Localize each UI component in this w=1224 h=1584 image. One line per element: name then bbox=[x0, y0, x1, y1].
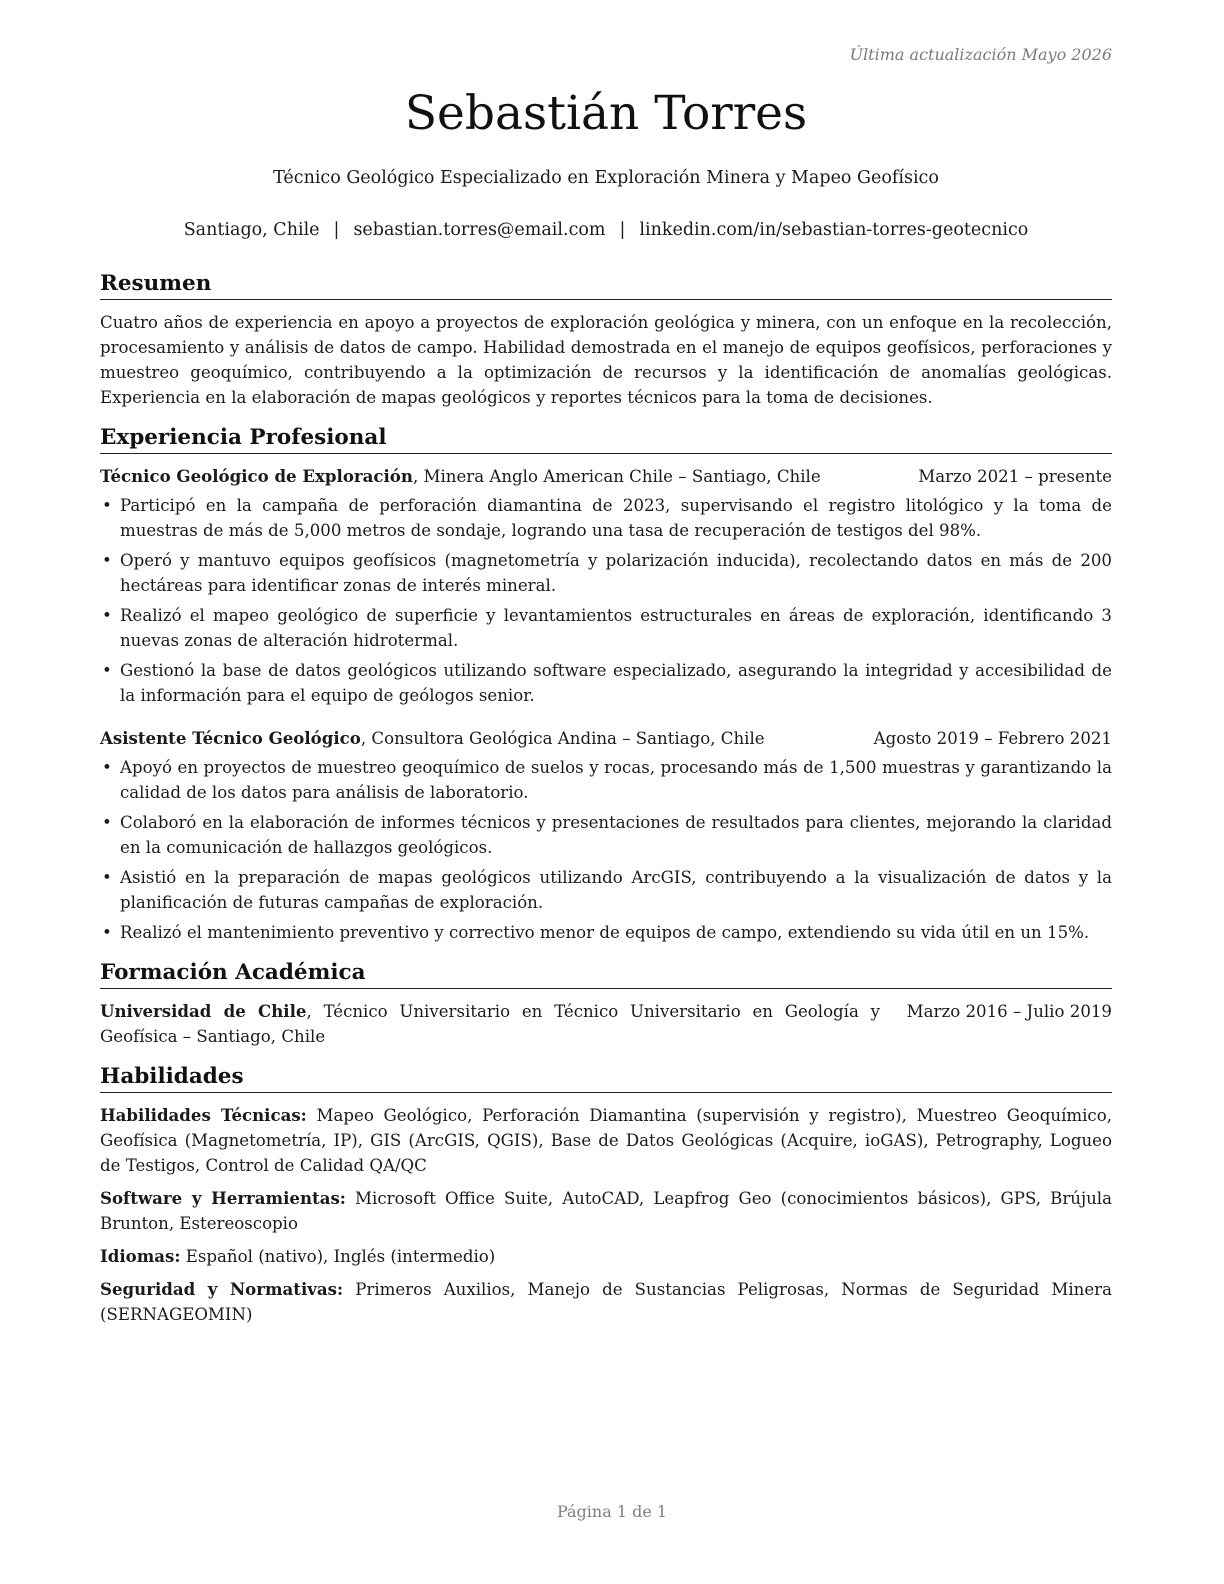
skill-value: Primeros Auxilios, Manejo de Sustancias Peligrosas, Normas de Seguridad Minera (SERNAGEOMIN) bbox=[100, 1279, 1112, 1324]
job-bullets bbox=[100, 493, 1112, 708]
page-number: Página 1 de 1 bbox=[556, 1502, 668, 1521]
skill-value: Español (nativo), Inglés (intermedio) bbox=[180, 1246, 496, 1266]
education-program: , Técnico Universitario en Técnico Universitario en Geología y Geofísica – Santiago, Chile bbox=[100, 1001, 880, 1046]
skills-heading: Habilidades bbox=[100, 1063, 1112, 1093]
education-dates: Marzo 2016 – Julio 2019 bbox=[906, 1001, 1112, 1021]
job-bullet: • Participó en la campaña de perforación diamantina de 2023, supervisando el registro litológico y la toma de muestras de más de 5,000 metros de sondaje, logrando una tasa de recuperación de testigos del 98%. bbox=[100, 493, 1112, 543]
job-entry bbox=[100, 726, 1112, 945]
education-section bbox=[100, 959, 1112, 1049]
skill-label: Idiomas: bbox=[100, 1245, 181, 1266]
contact-separator: | bbox=[619, 220, 626, 240]
contact-email-link[interactable]: sebastian.torres@email.com bbox=[353, 220, 606, 240]
job-bullet: • Apoyó en proyectos de muestreo geoquímico de suelos y rocas, procesando más de 1,500 muestras y garantizando la calidad de los datos para análisis de laboratorio. bbox=[100, 755, 1112, 805]
skill-label: Software y Herramientas: bbox=[100, 1187, 346, 1208]
job-dates: Agosto 2019 – Febrero 2021 bbox=[873, 728, 1112, 748]
skill-label: Seguridad y Normativas: bbox=[100, 1278, 344, 1299]
contact-line bbox=[100, 220, 1112, 240]
job-entry bbox=[100, 464, 1112, 708]
job-title-line bbox=[100, 726, 765, 751]
job-header bbox=[100, 726, 1112, 751]
job-bullet: • Gestionó la base de datos geológicos utilizando software especializado, asegurando la integridad y accesibilidad de la información para el equipo de geólogos senior. bbox=[100, 658, 1112, 708]
education-detail-line bbox=[100, 999, 880, 1049]
skill-group bbox=[100, 1103, 1112, 1178]
job-role: Asistente Técnico Geológico bbox=[100, 727, 361, 748]
education-institution: Universidad de Chile bbox=[100, 1000, 307, 1021]
skill-group bbox=[100, 1244, 1112, 1269]
job-dates: Marzo 2021 – presente bbox=[918, 466, 1112, 486]
summary-heading: Resumen bbox=[100, 270, 1112, 300]
candidate-name: Sebastián Torres bbox=[404, 86, 808, 141]
contact-linkedin-link[interactable]: linkedin.com/in/sebastian-torres-geotecnico bbox=[639, 220, 1029, 240]
education-heading: Formación Académica bbox=[100, 959, 1112, 989]
job-bullet: • Asistió en la preparación de mapas geológicos utilizando ArcGIS, contribuyendo a la visualización de datos y la planificación de futuras campañas de exploración. bbox=[100, 865, 1112, 915]
skill-value: Microsoft Office Suite, AutoCAD, Leapfrog Geo (conocimientos básicos), GPS, Brújula Brunton, Estereoscopio bbox=[100, 1188, 1112, 1233]
last-updated: Última actualización Mayo 2026 bbox=[849, 45, 1112, 64]
job-company: , Minera Anglo American Chile – Santiago, Chile bbox=[412, 466, 821, 486]
resume-body bbox=[100, 270, 1112, 1341]
job-bullet: • Realizó el mapeo geológico de superficie y levantamientos estructurales en áreas de exploración, identificando 3 nuevas zonas de alteración hidrotermal. bbox=[100, 603, 1112, 653]
contact-location: Santiago, Chile bbox=[183, 220, 320, 240]
experience-heading: Experiencia Profesional bbox=[100, 424, 1112, 454]
summary-section bbox=[100, 270, 1112, 410]
contact-separator: | bbox=[333, 220, 340, 240]
job-company: , Consultora Geológica Andina – Santiago, Chile bbox=[360, 728, 765, 748]
job-role: Técnico Geológico de Exploración bbox=[100, 465, 413, 486]
job-bullets bbox=[100, 755, 1112, 945]
experience-section bbox=[100, 424, 1112, 945]
skill-value: Mapeo Geológico, Perforación Diamantina (supervisión y registro), Muestreo Geoquímico, Geofísica (Magnetometría, IP), GIS (ArcGIS, QGIS), Base de Datos Geológicas (Acquire, ioGAS), Petrography, Logueo de Testigos, Control de Calidad QA/QC bbox=[100, 1105, 1112, 1175]
job-bullet: • Colaboró en la elaboración de informes técnicos y presentaciones de resultados para clientes, mejorando la claridad en la comunicación de hallazgos geológicos. bbox=[100, 810, 1112, 860]
skill-label: Habilidades Técnicas: bbox=[100, 1104, 307, 1125]
summary-text: Cuatro años de experiencia en apoyo a proyectos de exploración geológica y minera, con un enfoque en la recolección, procesamiento y análisis de datos de campo. Habilidad demostrada en el manejo de equipos geofísicos, perforaciones y muestreo geoquímico, contribuyendo a la optimización de recursos y la identificación de anomalías geológicas. Experiencia en la elaboración de mapas geológicos y reportes técnicos para la toma de decisiones. bbox=[100, 312, 1112, 407]
skill-group bbox=[100, 1186, 1112, 1236]
education-entry bbox=[100, 999, 1112, 1049]
job-bullet: • Operó y mantuvo equipos geofísicos (magnetometría y polarización inducida), recolectando datos en más de 200 hectáreas para identificar zonas de interés mineral. bbox=[100, 548, 1112, 598]
skill-group bbox=[100, 1277, 1112, 1327]
skills-section bbox=[100, 1063, 1112, 1327]
candidate-headline: Técnico Geológico Especializado en Exploración Minera y Mapeo Geofísico bbox=[273, 168, 939, 188]
job-header bbox=[100, 464, 1112, 489]
job-bullet: • Realizó el mantenimiento preventivo y correctivo menor de equipos de campo, extendiendo su vida útil en un 15%. bbox=[100, 920, 1112, 945]
job-title-line bbox=[100, 464, 821, 489]
